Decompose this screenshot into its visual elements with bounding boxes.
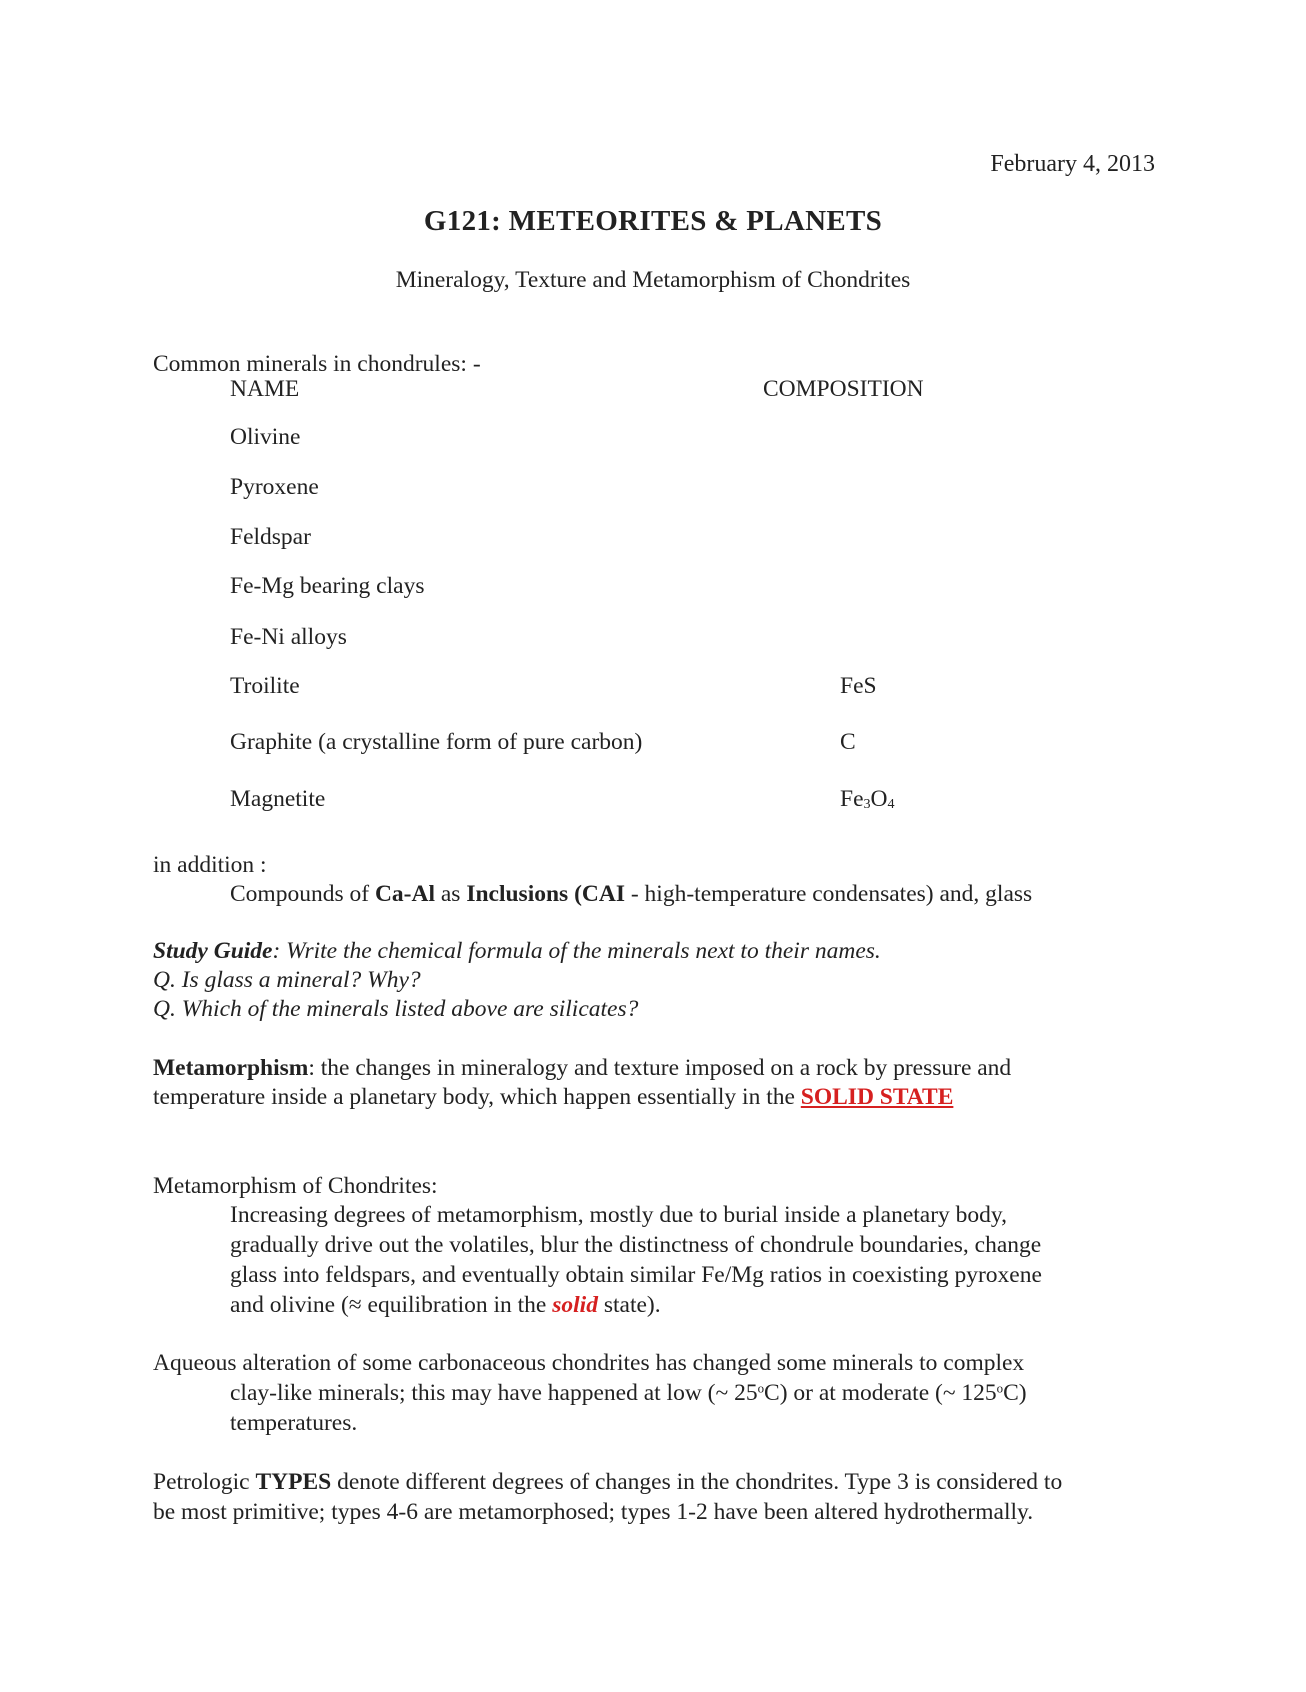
document-title: G121: METEORITES & PLANETS xyxy=(423,205,883,237)
mineral-name: Feldspar xyxy=(230,524,311,550)
petrologic-types-line: Petrologic TYPES denote different degrees of changes in the chondrites. Type 3 is considered to xyxy=(153,1469,1063,1495)
mineral-name: Olivine xyxy=(230,424,301,450)
cai-line: Compounds of Ca-Al as Inclusions (CAI - high-temperature condensates) and, glass xyxy=(230,881,1033,907)
solid-emphasis: solid xyxy=(552,1292,598,1318)
metamorphism-chondrites-line: Increasing degrees of metamorphism, mostly due to burial inside a planetary body, xyxy=(230,1202,1008,1228)
addition-label: in addition : xyxy=(153,852,267,878)
aqueous-alteration-line: clay-like minerals; this may have happened at low (~ 25$^o$C) or at moderate (~ 125$^o$C) xyxy=(230,1380,1027,1406)
mineral-name: Troilite xyxy=(230,673,300,699)
metamorphism-definition-line-1: Metamorphism: the changes in mineralogy and texture imposed on a rock by pressure and xyxy=(153,1055,1012,1081)
mineral-name: Fe-Mg bearing clays xyxy=(230,573,425,599)
solid-state-highlight: SOLID STATE xyxy=(800,1084,954,1110)
metamorphism-chondrites-line: glass into feldspars, and eventually obtain similar Fe/Mg ratios in coexisting pyroxene xyxy=(230,1262,1042,1288)
metamorphism-definition-line-2: temperature inside a planetary body, which happen essentially in the SOLID STATE xyxy=(153,1084,954,1110)
minerals-intro: Common minerals in chondrules: - xyxy=(153,351,481,377)
document-date: February 4, 2013 xyxy=(990,151,1155,177)
study-guide: Study Guide: Write the chemical formula of the minerals next to their names. xyxy=(153,938,881,964)
metamorphism-chondrites-line: gradually drive out the volatiles, blur the distinctness of chondrule boundaries, change xyxy=(230,1232,1042,1258)
magnetite-formula: $Fe_3O_4$ xyxy=(840,786,895,813)
mineral-composition: FeS xyxy=(840,673,877,699)
question-2: Q. Which of the minerals listed above are silicates? xyxy=(153,996,639,1022)
mineral-composition: C xyxy=(840,729,856,755)
metamorphism-chondrites-line: and olivine (≈ equilibration in the solid state). xyxy=(230,1292,661,1318)
name-column-header: NAME xyxy=(230,376,300,402)
question-1: Q. Is glass a mineral? Why? xyxy=(153,967,421,993)
mineral-name: Magnetite xyxy=(230,786,326,812)
metamorphism-chondrites-heading: Metamorphism of Chondrites: xyxy=(153,1173,438,1199)
aqueous-alteration-line: Aqueous alteration of some carbonaceous chondrites has changed some minerals to complex xyxy=(153,1350,1025,1376)
mineral-name: Pyroxene xyxy=(230,474,319,500)
aqueous-alteration-line: temperatures. xyxy=(230,1410,358,1436)
mineral-name: Fe-Ni alloys xyxy=(230,624,347,650)
document-subtitle: Mineralogy, Texture and Metamorphism of Chondrites xyxy=(395,267,911,293)
composition-column-header: COMPOSITION xyxy=(763,376,924,402)
mineral-name: Graphite (a crystalline form of pure carbon) xyxy=(230,729,643,755)
petrologic-types-line: be most primitive; types 4-6 are metamorphosed; types 1-2 have been altered hydrothermally. xyxy=(153,1499,1034,1525)
